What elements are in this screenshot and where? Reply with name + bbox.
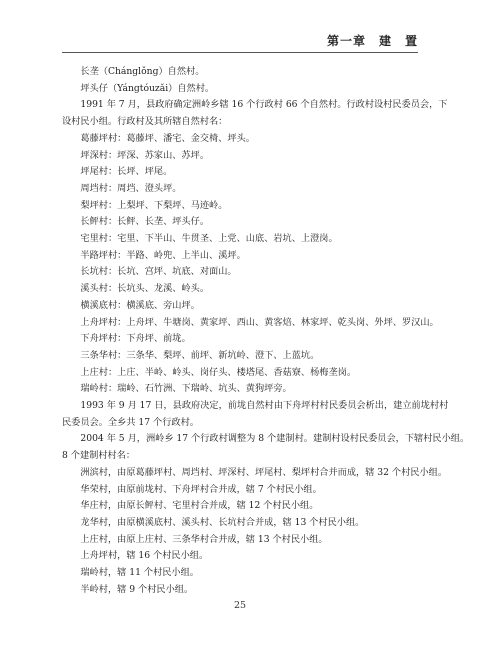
- chapter-title: 第一章 建 置: [326, 34, 418, 48]
- paragraph-line: 横溪底村：横溪底、旁山坪。: [80, 299, 200, 311]
- paragraph-line: 长鲆村：长鲆、长垄、坪头仔。: [80, 216, 210, 228]
- paragraph-line: 瑞岭村：瑞岭、石竹洲、下瑞岭、坑头、黄狗坪旁。: [80, 383, 292, 395]
- paragraph-line: 坪尾村：长坪、坪尾。: [80, 166, 173, 178]
- page-number: 25: [233, 600, 247, 611]
- paragraph-line: 三条华村：三条华、梨坪、前坪、新坑岭、澄下、上蓝坑。: [80, 349, 320, 361]
- paragraph-line: 葛藤坪村：葛藤坪、潘宅、金交椅、坪头。: [80, 132, 255, 144]
- paragraph-line: 1991 年 7 月，县政府确定洲岭乡辖 16 个行政村 66 个自然村。行政村设村民委员会，下: [80, 99, 448, 111]
- paragraph-line: 2004 年 5 月，洲岭乡 17 个行政村调整为 8 个建制村。建制村设村民委员会，下辖村民小组。: [80, 433, 470, 445]
- paragraph-line: 溪头村：长坑头、龙溪、岭头。: [80, 283, 210, 295]
- paragraph-line: 民委员会。全乡共 17 个行政村。: [62, 416, 199, 428]
- paragraph-line: 上庄村，由原上庄村、三条华村合并成，辖 13 个村民小组。: [80, 533, 328, 545]
- paragraph-line: 长垄（Chánglǒng）自然村。: [80, 66, 205, 77]
- paragraph-line: 华庄村，由原长鲆村、宅里村合并成，辖 12 个村民小组。: [80, 500, 319, 512]
- paragraph-line: 长坑村：长坑、宫坪、坑底、对面山。: [80, 266, 237, 278]
- document-body: [62, 64, 470, 599]
- paragraph-line: 坪头仔（Yángtóuzǎi）自然村。: [80, 82, 215, 94]
- paragraph-line: 8 个建制村村名：: [62, 450, 136, 462]
- paragraph-line: 1993 年 9 月 17 日，县政府决定，前垅自然村由下舟坪村村民委员会析出，建立前垅村村: [80, 400, 449, 412]
- paragraph-line: 下舟坪村：下舟坪、前垅。: [80, 333, 191, 345]
- paragraph-line: 上舟坪村：上舟坪、牛塘岗、黄家坪、西山、黄客焙、林家坪、乾头岗、外坪、罗汉山。: [80, 316, 439, 328]
- paragraph-line: 洲滨村，由原葛藤坪村、周垱村、坪深村、坪尾村、梨坪村合并而成，辖 32 个村民小组。: [80, 466, 448, 478]
- paragraph-line: 宅里村：宅里、下半山、牛贯圣、上党、山底、岩坑、上澄岗。: [80, 233, 338, 245]
- paragraph-line: 坪深村：坪深、苏家山、苏坪。: [80, 149, 210, 161]
- paragraph-line: 周垱村：周垱、澄头坪。: [80, 182, 182, 194]
- paragraph-line: 上庄村：上庄、半岭、岭头、岗仔头、楼塔尾、香菇寮、杨梅垄岗。: [80, 366, 357, 378]
- paragraph-line: 上舟坪村，辖 16 个村民小组。: [80, 550, 209, 562]
- paragraph-line: 梨坪村：上梨坪、下梨坪、马迹岭。: [80, 199, 228, 211]
- paragraph-line: 半岭村，辖 9 个村民小组。: [80, 583, 194, 595]
- header-divider: [62, 52, 418, 53]
- paragraph-line: 龙华村，由原横溪底村、溪头村、长坑村合并成，辖 13 个村民小组。: [80, 516, 365, 528]
- paragraph-line: 半路坪村：半路、岭兜、上半山、溪坪。: [80, 249, 246, 261]
- paragraph-line: 瑞岭村，辖 11 个村民小组。: [80, 567, 199, 579]
- running-header: [62, 30, 418, 48]
- paragraph-line: 设村民小组。行政村及其所辖自然村名：: [62, 116, 228, 128]
- paragraph-line: 华荣村，由原前垅村、下舟坪村合并成，辖 7 个村民小组。: [80, 483, 322, 495]
